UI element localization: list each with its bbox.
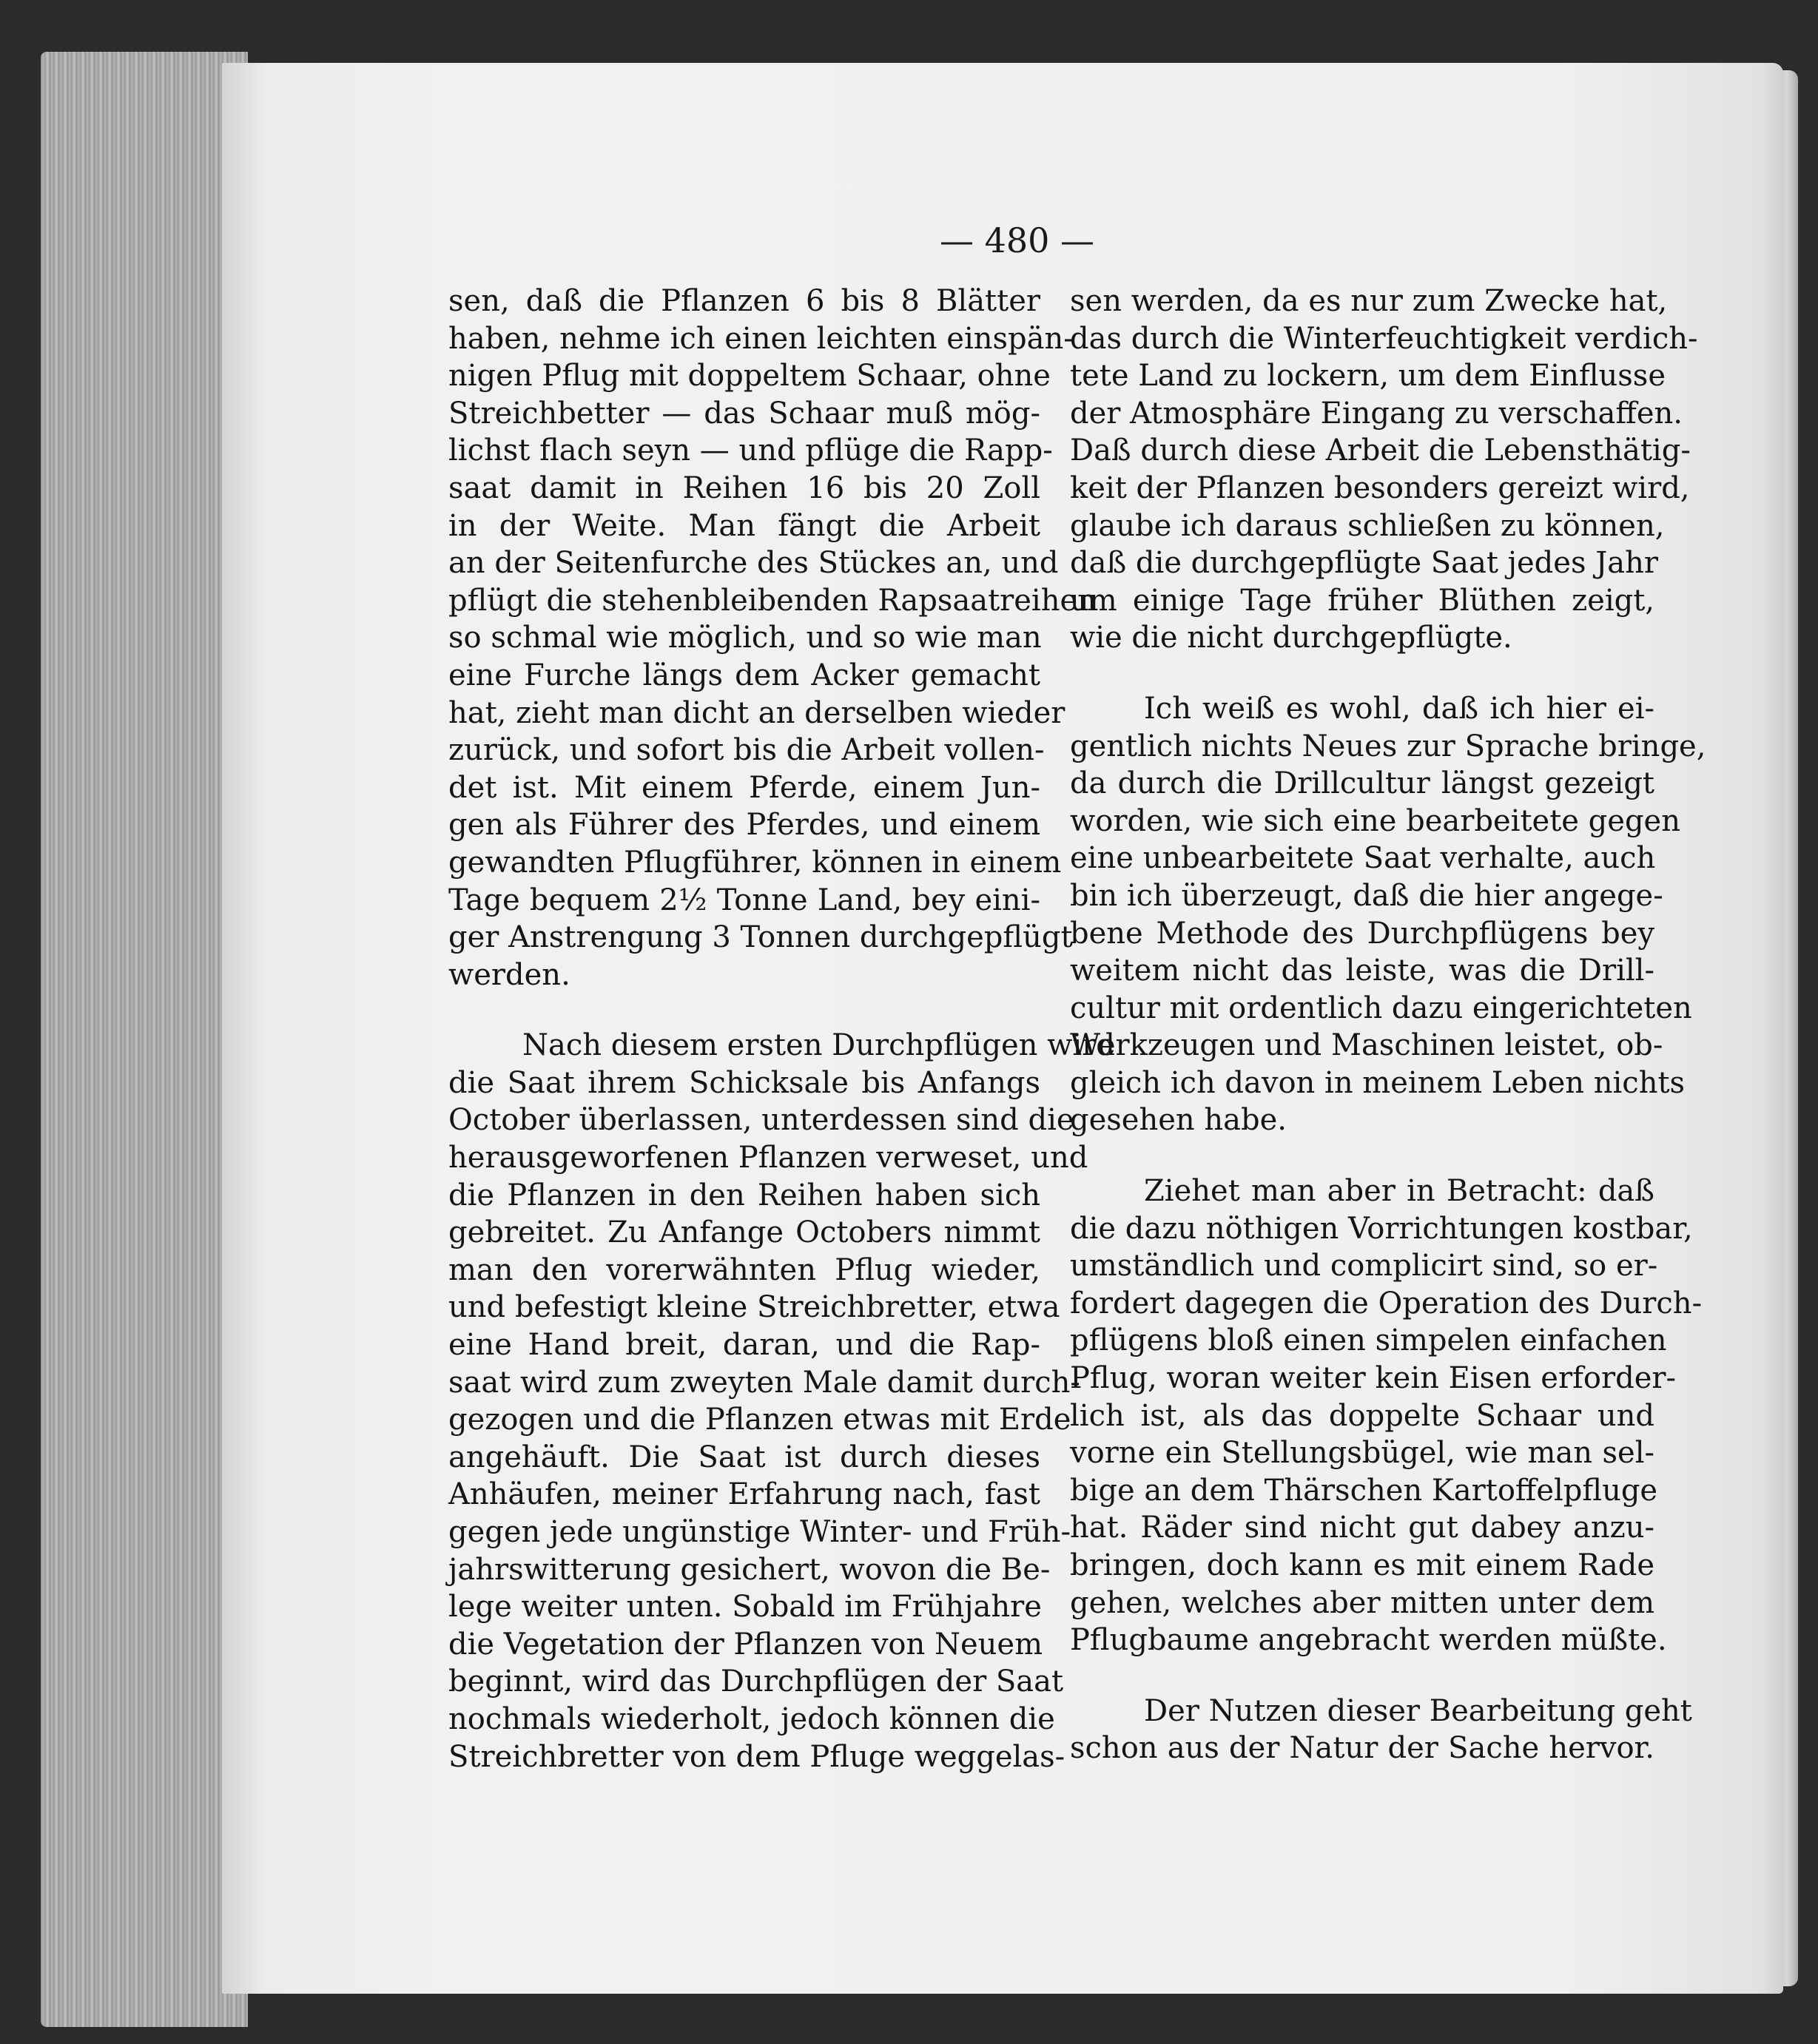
text-line: bin ich überzeugt, daß die hier angege- <box>1070 878 1663 913</box>
text-line: Nach diesem ersten Durchpflügen wird <box>522 1028 1115 1063</box>
text-line: hat. Räder sind nicht gut dabey anzu- <box>1070 1511 1654 1545</box>
right-column <box>1070 283 1706 1767</box>
text-line: an der Seitenfurche des Stückes an, und <box>448 546 1059 581</box>
text-line: gesehen habe. <box>1070 1103 1287 1138</box>
text-line: der Atmosphäre Eingang zu verschaffen. <box>1070 396 1683 431</box>
text-line: eine Hand breit, daran, und die Rap- <box>448 1328 1040 1363</box>
text-line: saat damit in Reihen 16 bis 20 Zoll <box>448 470 1040 505</box>
left-paragraph-1 <box>448 283 1097 994</box>
text-line: pflügens bloß einen simpelen einfachen <box>1070 1323 1667 1358</box>
text-line: die dazu nöthigen Vorrichtungen kostbar, <box>1070 1211 1693 1246</box>
text-line: die Vegetation der Pflanzen von Neuem <box>448 1627 1043 1662</box>
text-line: wie die nicht durchgepflügte. <box>1070 621 1512 655</box>
text-line: so schmal wie möglich, und so wie man <box>448 621 1042 655</box>
text-line: October überlassen, unterdessen sind die <box>448 1103 1074 1138</box>
text-line: jahrswitterung gesichert, wovon die Be- <box>448 1552 1051 1587</box>
text-line: umständlich und complicirt sind, so er- <box>1070 1249 1658 1284</box>
text-line: sen, daß die Pflanzen 6 bis 8 Blätter <box>448 284 1040 318</box>
text-line: nigen Pflug mit doppeltem Schaar, ohne <box>448 359 1051 394</box>
text-line: das durch die Winterfeuchtigkeit verdich- <box>1070 321 1698 356</box>
text-line: bige an dem Thärschen Kartoffelpfluge <box>1070 1473 1658 1508</box>
text-line: gentlich nichts Neues zur Sprache bringe, <box>1070 729 1706 763</box>
text-line: saat wird zum zweyten Male damit durch- <box>448 1365 1080 1400</box>
text-line: haben, nehme ich einen leichten einspän- <box>448 321 1074 356</box>
text-line: worden, wie sich eine bearbeitete gegen <box>1070 803 1680 838</box>
text-line: lichst flach seyn — und pflüge die Rapp- <box>448 434 1053 468</box>
left-paragraph-2 <box>448 1027 1115 1775</box>
text-line: glaube ich daraus schließen zu können, <box>1070 508 1665 543</box>
text-line: lege weiter unten. Sobald im Frühjahre <box>448 1590 1042 1625</box>
text-line: daß die durchgepflügte Saat jedes Jahr <box>1070 546 1658 581</box>
right-paragraph-4 <box>1070 1693 1692 1767</box>
text-line: tete Land zu lockern, um dem Einflusse <box>1070 359 1666 394</box>
text-line: in der Weite. Man fängt die Arbeit <box>448 508 1040 543</box>
text-line: herausgeworfenen Pflanzen verweset, und <box>448 1141 1088 1176</box>
text-line: weitem nicht das leiste, was die Drill- <box>1070 954 1654 988</box>
text-line: Streichbretter von dem Pfluge weggelas- <box>448 1739 1065 1774</box>
left-column <box>448 283 1115 1775</box>
text-line: eine unbearbeitete Saat verhalte, auch <box>1070 841 1656 876</box>
text-line: ger Anstrengung 3 Tonnen durchgepflügt <box>448 920 1073 955</box>
text-line: vorne ein Stellungsbügel, wie man sel- <box>1070 1436 1654 1471</box>
text-line: Anhäufen, meiner Erfahrung nach, fast <box>448 1477 1040 1512</box>
text-line: hat, zieht man dicht an derselben wieder <box>448 695 1065 730</box>
text-line: Pflugbaume angebracht werden müßte. <box>1070 1623 1667 1658</box>
text-line: gebreitet. Zu Anfange Octobers nimmt <box>448 1215 1040 1250</box>
text-line: werden. <box>448 957 570 992</box>
text-line: gewandten Pflugführer, können in einem <box>448 845 1062 880</box>
text-line: Pflug, woran weiter kein Eisen erforder- <box>1070 1361 1677 1396</box>
text-line: Ziehet man aber in Betracht: daß <box>1144 1174 1654 1209</box>
text-line: beginnt, wird das Durchpflügen der Saat <box>448 1664 1064 1699</box>
text-line: Ich weiß es wohl, daß ich hier ei- <box>1144 691 1654 726</box>
text-line: cultur mit ordentlich dazu eingerichteten <box>1070 991 1692 1025</box>
text-line: gleich ich davon in meinem Leben nichts <box>1070 1065 1686 1100</box>
text-line: die Saat ihrem Schicksale bis Anfangs <box>448 1065 1040 1100</box>
text-line: det ist. Mit einem Pferde, einem Jun- <box>448 770 1040 805</box>
book-page-stack <box>41 52 248 2027</box>
text-line: bene Methode des Durchpflügens bey <box>1070 916 1654 951</box>
text-line: zurück, und sofort bis die Arbeit vollen- <box>448 733 1045 768</box>
text-line: Streichbetter — das Schaar muß mög- <box>448 396 1040 431</box>
text-line: gezogen und die Pflanzen etwas mit Erde <box>448 1403 1071 1437</box>
text-line: pflügt die stehenbleibenden Rapsaatreihen <box>448 583 1097 618</box>
text-line: schon aus der Natur der Sache hervor. <box>1070 1731 1654 1766</box>
page-number: — 480 — <box>940 220 1095 260</box>
text-line: die Pflanzen in den Reihen haben sich <box>448 1178 1040 1212</box>
text-line: Tage bequem 2½ Tonne Land, bey eini- <box>448 883 1040 917</box>
text-line: um einige Tage früher Blüthen zeigt, <box>1070 583 1654 618</box>
text-line: lich ist, als das doppelte Schaar und <box>1070 1398 1654 1433</box>
text-line: bringen, doch kann es mit einem Rade <box>1070 1548 1654 1582</box>
text-line: eine Furche längs dem Acker gemacht <box>448 658 1040 692</box>
text-line: gegen jede ungünstige Winter- und Früh- <box>448 1515 1071 1549</box>
text-line: Der Nutzen dieser Bearbeitung geht <box>1144 1693 1692 1728</box>
text-line: gen als Führer des Pferdes, und einem <box>448 808 1040 843</box>
text-line: sen werden, da es nur zum Zwecke hat, <box>1070 284 1668 318</box>
text-line: gehen, welches aber mitten unter dem <box>1070 1585 1654 1620</box>
text-line: keit der Pflanzen besonders gereizt wird, <box>1070 470 1690 505</box>
text-line: Daß durch diese Arbeit die Lebensthätig- <box>1070 434 1691 468</box>
text-line: und befestigt kleine Streichbretter, etwa <box>448 1290 1060 1325</box>
right-paragraph-3 <box>1070 1173 1703 1659</box>
text-line: angehäuft. Die Saat ist durch dieses <box>448 1440 1040 1474</box>
text-line: nochmals wiederholt, jedoch können die <box>448 1701 1055 1736</box>
text-line: fordert dagegen die Operation des Durch- <box>1070 1286 1703 1320</box>
text-line: man den vorerwähnten Pflug wieder, <box>448 1252 1040 1287</box>
right-paragraph-1 <box>1070 283 1698 657</box>
text-line: da durch die Drillcultur längst gezeigt <box>1070 766 1654 801</box>
text-line: Werkzeugen und Maschinen leistet, ob- <box>1070 1028 1663 1063</box>
right-paragraph-2 <box>1070 690 1706 1139</box>
